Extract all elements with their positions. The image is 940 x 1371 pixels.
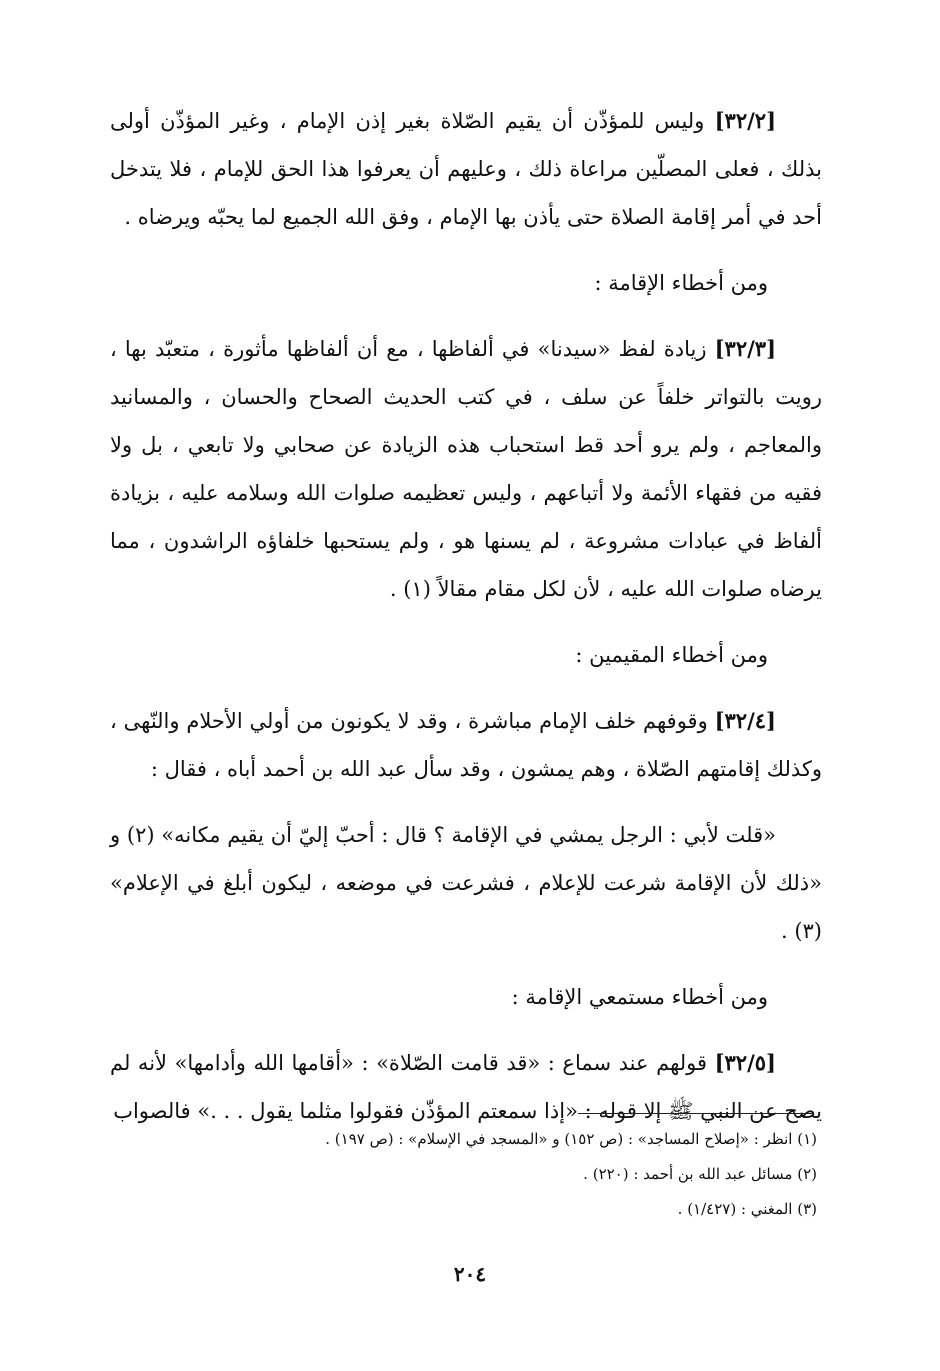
main-text [110, 97, 822, 1135]
footnote-2: (٢) مسائل عبد الله بن أحمد : (٢٢٠) . [583, 1165, 817, 1183]
section-heading-listeners-errors: ومن أخطاء مستمعي الإقامة : [511, 985, 768, 1009]
footnotes [110, 1122, 817, 1227]
paragraph-32-5 [110, 1039, 822, 1135]
paragraph-text: وقوفهم خلف الإمام مباشرة ، وقد لا يكونون من أولي الأحلام والنّهى ، وكذلك إقامتهم الصّلاة ، وهم يمشون ، وقد سأل عبد الله بن أحمد أباه ، فقال : [110, 709, 822, 781]
paragraph-32-3 [110, 325, 822, 613]
paragraph-reference: [٣٢/٢] [714, 108, 776, 133]
paragraph-text: وليس للمؤذّن أن يقيم الصّلاة بغير إذن الإمام ، وغير المؤذّن أولى بذلك ، فعلى المصلّين مراعاة ذلك ، وعليهم أن يعرفوا هذا الحق للإمام ، فلا يتدخل أحد في أمر إقامة الصلاة حتى يأذن بها الإمام ، وفق الله الجميع لما يحبّه ويرضاه . [110, 109, 822, 229]
section-heading-muqimin-errors: ومن أخطاء المقيمين : [575, 643, 768, 667]
paragraph-32-2 [110, 97, 822, 241]
footnote-1: (١) انظر : «إصلاح المساجد» : (ص ١٥٢) و «المسجد في الإسلام» : (ص ١٩٧) . [325, 1130, 817, 1148]
paragraph-reference: [٣٢/٣] [714, 336, 776, 361]
paragraph-reference: [٣٢/٥] [714, 1050, 776, 1075]
paragraph-text: قولهم عند سماع : «قد قامت الصّلاة» : «أقامها الله وأدامها» لأنه لم يصح عن النبي ﷺ إلا قوله : «إذا سمعتم المؤذّن فقولوا مثلما يقول . . .» فالصواب [110, 1051, 822, 1123]
paragraph-reference: [٣٢/٤] [714, 708, 776, 733]
footnote-separator [578, 1113, 814, 1114]
section-heading-iqama-errors: ومن أخطاء الإقامة : [594, 271, 768, 295]
paragraph-text: زيادة لفظ «سيدنا» في ألفاظها ، مع أن ألفاظها مأثورة ، متعبّد بها ، رويت بالتواتر خلفاً عن سلف ، في كتب الحديث الصحاح والحسان ، والمسانيد والمعاجم ، ولم يرو أحد قط استحباب هذه الزيادة عن صحابي ولا تابعي ، بل ولا فقيه من فقهاء الأئمة ولا أتباعهم ، وليس تعظيمه صلوات الله وسلامه عليه ، بزيادة ألفاظ في عبادات مشروعة ، لم يسنها هو ، ولم يستحبها خلفاؤه الراشدون ، مما يرضاه صلوات الله عليه ، لأن لكل مقام مقالاً (١) . [110, 337, 822, 601]
paragraph-32-4 [110, 697, 822, 793]
paragraph-quote [110, 811, 822, 955]
footnote-3: (٣) المغني : (١/٤٢٧) . [677, 1200, 817, 1218]
page-number: ٢٠٤ [453, 1262, 487, 1286]
paragraph-text: «قلت لأبي : الرجل يمشي في الإقامة ؟ قال : أحبّ إليّ أن يقيم مكانه» (٢) و «ذلك لأن الإقامة شرعت للإعلام ، فشرعت في موضعه ، ليكون أبلغ في الإعلام» (٣) . [110, 823, 822, 943]
